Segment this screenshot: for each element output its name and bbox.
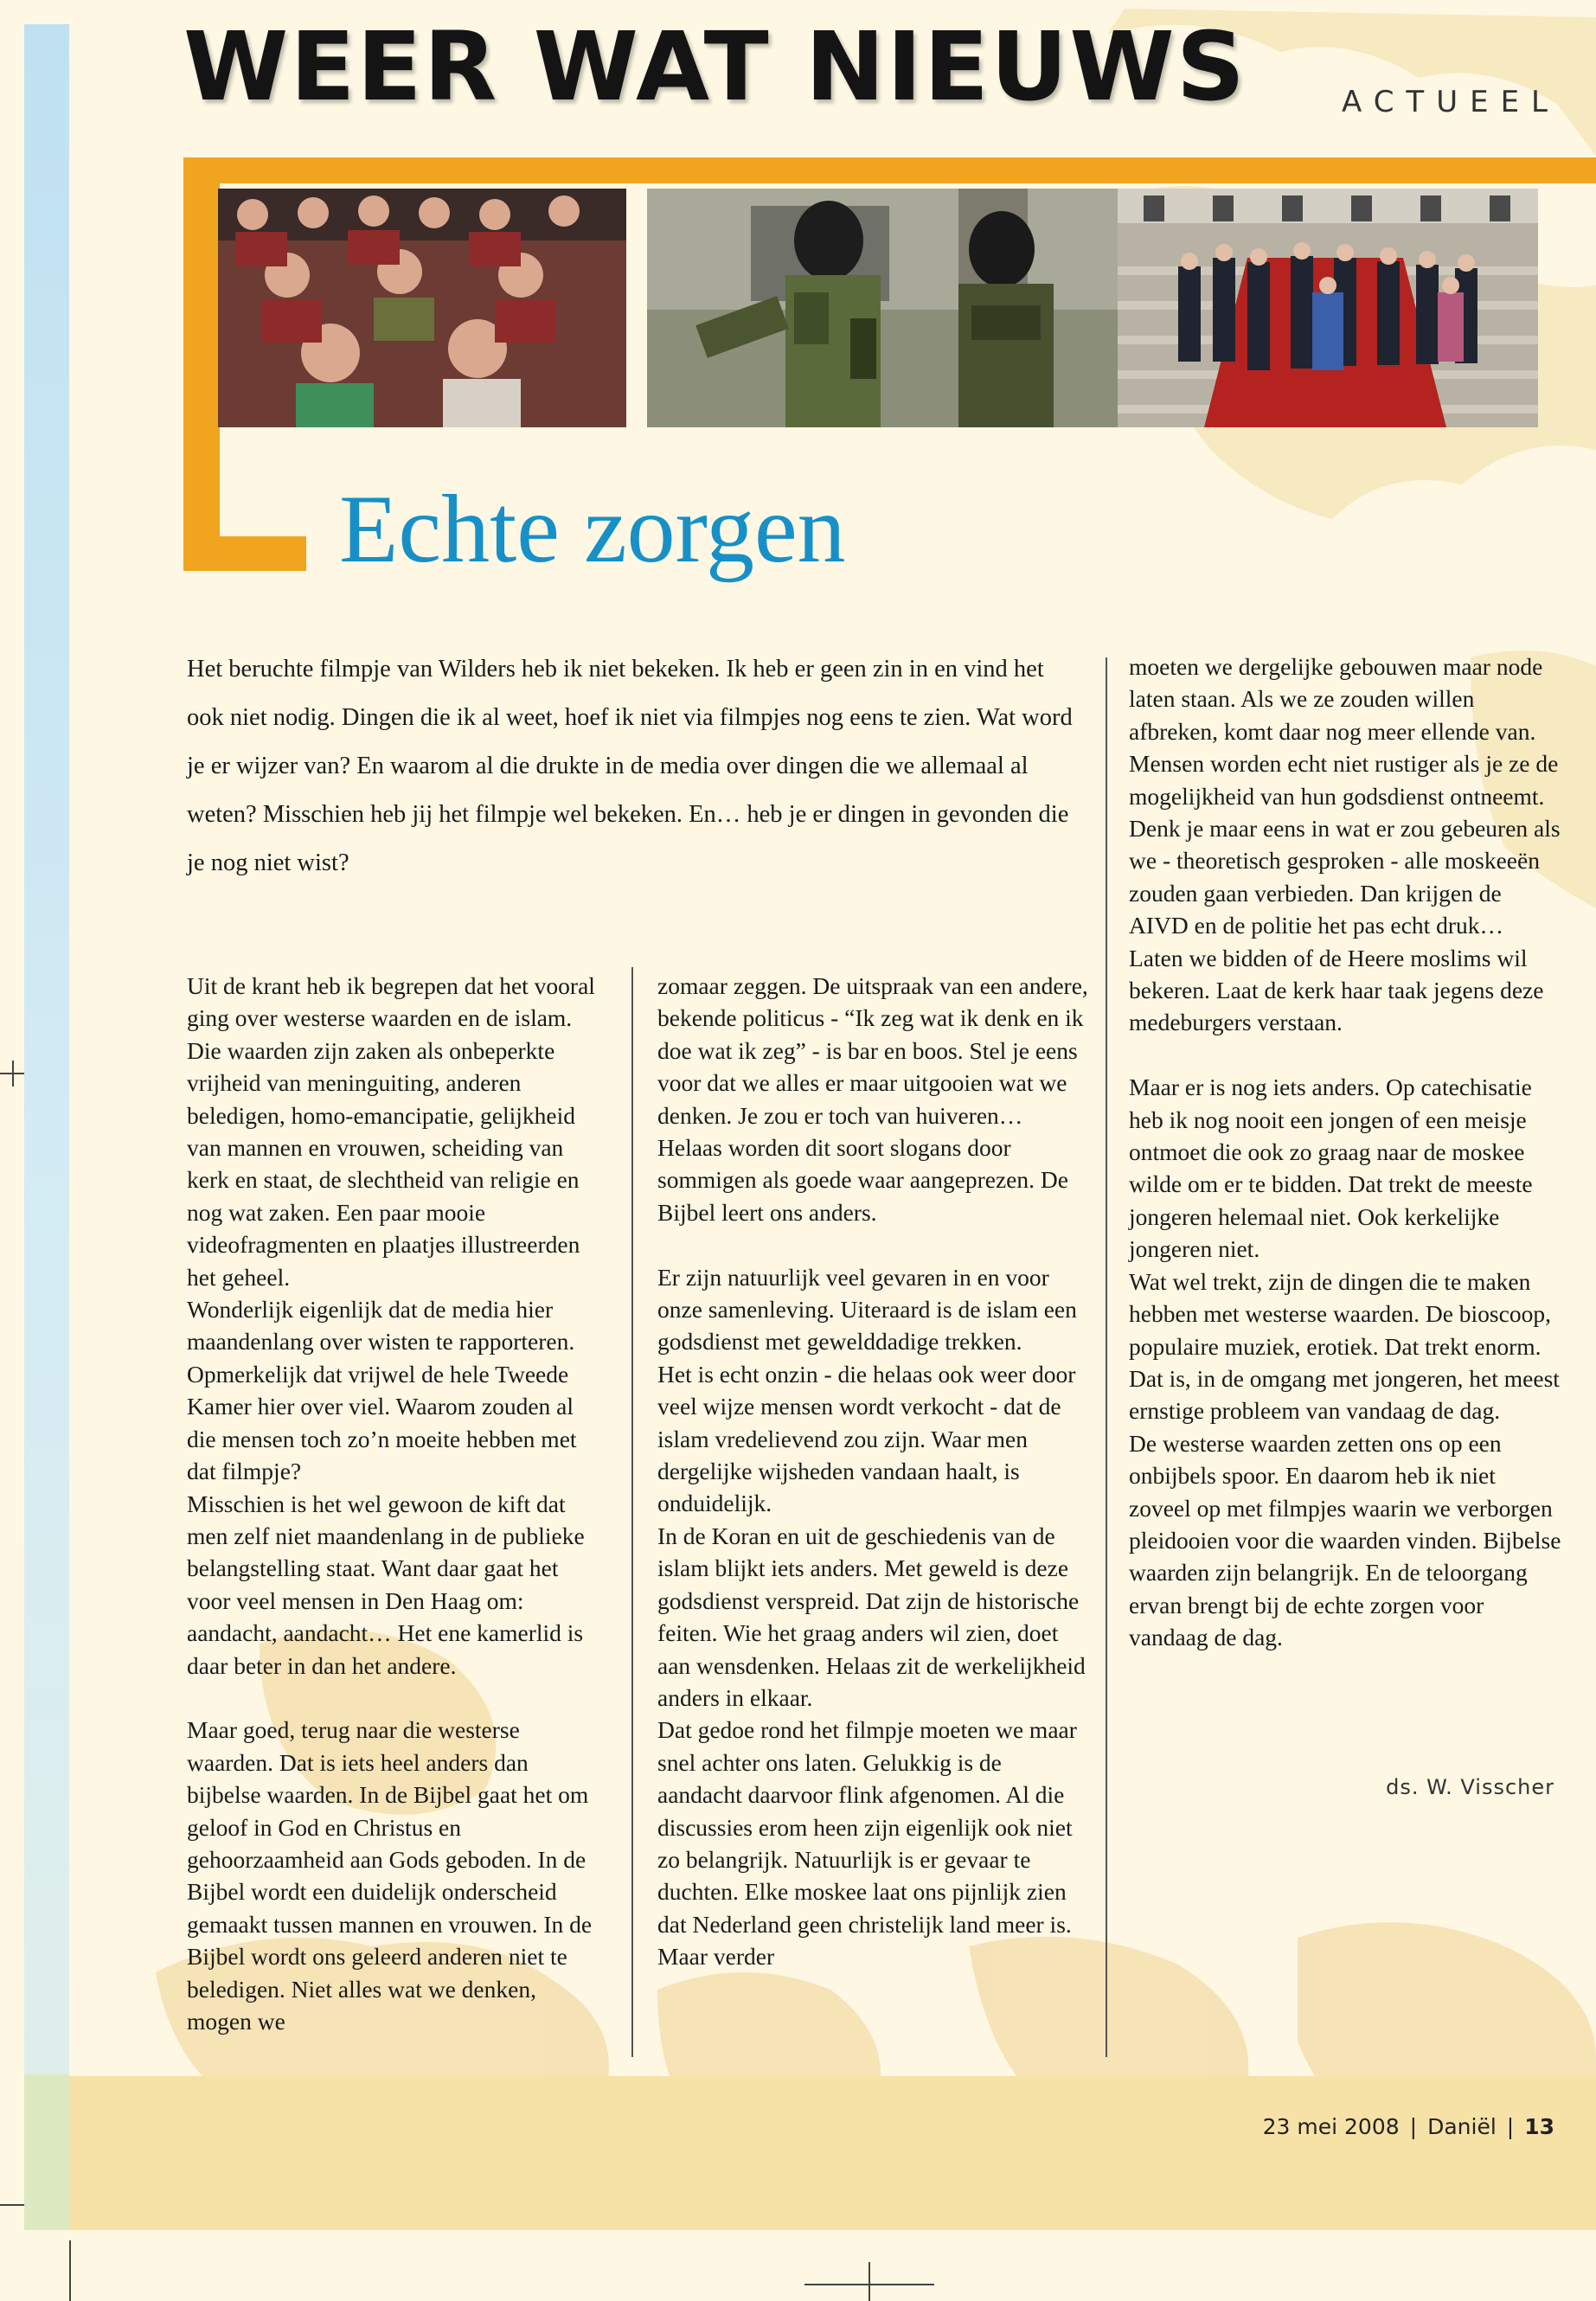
- article-headline: Echte zorgen: [339, 476, 846, 583]
- orange-frame-top: [183, 157, 1596, 183]
- page-footer: [1263, 2114, 1554, 2139]
- column-2-paragraph: Er zijn natuurlijk veel gevaren in en voor onze samenleving. Uiteraard is de islam een godsdienst met gewelddadige trekken.: [657, 1263, 1077, 1356]
- column-3-paragraph: Maar er is nog iets anders. Op catechisatie heb ik nog nooit een jongen of een meisje ontmoet die ook zo graag naar de moskee wilde om er te bidden. Dat trekt de meeste jongeren helemaal niet. Ook kerkelijke jongeren niet.: [1129, 1074, 1533, 1263]
- footer-page-number: 13: [1524, 2114, 1554, 2139]
- orange-frame-foot: [183, 536, 306, 571]
- bottom-map-band: [69, 2076, 1596, 2230]
- crop-mark-left-bottom: [0, 2204, 24, 2206]
- column-2-paragraph: Dat gedoe rond het filmpje moeten we maar snel achter ons laten. Gelukkig is de aandacht daarvoor flink afgenomen. Al die discussies erom heen zijn eigenlijk ook niet zo belangrijk. Natuurlijk is er gevaar te duchten. Elke moskee laat ons pijnlijk zien dat Nederland geen christelijk land meer is. Maar verder: [657, 1716, 1077, 1971]
- column-2-paragraph: In de Koran en uit de geschiedenis van de islam blijkt iets anders. Met geweld is deze godsdienst verspreid. Dat zijn de historische feiten. Wie het graag anders wil zien, doet aan wensdenken. Helaas zit de werkelijkheid anders in elkaar.: [657, 1522, 1086, 1711]
- column-2-paragraph: zomaar zeggen. De uitspraak van een andere, bekende politicus - “Ik zeg wat ik denk en ik doe wat ik zeg” - is bar en boos. Stel je eens voor dat we alles er maar uitgooien wat we denken. Je zou er toch van huiveren… Helaas worden dit soort slogans door sommigen als goede waar aangeprezen. De Bijbel leert ons anders.: [657, 972, 1088, 1226]
- column-1-paragraph: Uit de krant heb ik begrepen dat het vooral ging over westerse waarden en de islam. Die waarden zijn zaken als onbeperkte vrijheid van meninguiting, anderen beledigen, homo-emancipatie, gelijkheid van mannen en vrouwen, scheiding van kerk en staat, de slechtheid van religie en nog wat zaken. Een paar mooie videofragmenten en plaatjes illustreerden het geheel.: [187, 972, 595, 1291]
- column-3-paragraph: De westerse waarden zetten ons op een onbijbels spoor. En daarom heb ik niet zoveel op met filmpjes waarin we verborgen pleidooien voor die waarden vinden. Bijbelse waarden zijn belangrijk. En de teloorgang ervan brengt bij de echte zorgen voor vandaag de dag.: [1129, 1429, 1561, 1651]
- green-side-strip: [24, 2074, 69, 2230]
- column-2-paragraph: Het is echt onzin - die helaas ook weer door veel wijze mensen wordt verkocht - dat de islam vredelievend zou zijn. Waar men dergelijke wijsheden vandaan haalt, is onduidelijk.: [657, 1360, 1076, 1517]
- section-label: ACTUEEL: [1342, 85, 1560, 119]
- column-rule-1: [631, 967, 633, 2057]
- photo-cabinet: [1118, 189, 1538, 427]
- article-column-3: [1129, 651, 1561, 1654]
- footer-separator: |: [1409, 2114, 1418, 2139]
- photo-students: [218, 189, 626, 427]
- article-intro: Het beruchte filmpje van Wilders heb ik niet bekeken. Ik heb er geen zin in en vind het ook niet nodig. Dingen die ik al weet, hoef ik niet via filmpjes nog eens te zien. Wat word je er wijzer van? En waarom al die drukte in de media over dingen die we allemaal al weten? Misschien heb jij het filmpje wel bekeken. En… heb je er dingen in gevonden die je nog niet wist?: [187, 656, 1073, 876]
- crop-mark-bottom-tick: [869, 2262, 870, 2301]
- orange-frame-left: [183, 157, 220, 571]
- column-3-paragraph: Wat wel trekt, zijn de dingen die te maken hebben met westerse waarden. De bioscoop, populaire muziek, erotiek. Dat trekt enorm. Dat is, in de omgang met jongeren, het meest ernstige probleem van vandaag de dag.: [1129, 1267, 1560, 1425]
- crop-mark-left-tick: [12, 1061, 14, 1086]
- column-1-paragraph: Wonderlijk eigenlijk dat de media hier maandenlang over wisten te rapporteren. Opmerkelijk dat vrijwel de hele Tweede Kamer hier over viel. Waarom zouden al die mensen toch zo’n moeite hebben met dat filmpje?: [187, 1296, 577, 1485]
- column-1-paragraph: Maar goed, terug naar die westerse waarden. Dat is iets heel anders dan bijbelse waarden. In de Bijbel gaat het om geloof in God en Christus en gehoorzaamheid aan Gods geboden. In de Bijbel wordt een duidelijk onderscheid gemaakt tussen mannen en vrouwen. In de Bijbel wordt ons geleerd anderen niet te beledigen. Niet alles wat we denken, mogen we: [187, 1716, 593, 2035]
- footer-separator: |: [1506, 2114, 1515, 2139]
- blue-side-strip: [24, 24, 69, 2074]
- footer-date: 23 mei 2008: [1262, 2114, 1400, 2139]
- masthead-title: WEER WAT NIEUWS: [183, 11, 1247, 122]
- column-1-paragraph: Misschien is het wel gewoon de kift dat men zelf niet maandenlang in de publieke belangstelling staat. Want daar gaat het voor veel mensen in Den Haag om: aandacht, aandacht… Het ene kamerlid is daar beter in dan het andere.: [187, 1490, 585, 1679]
- article-author: ds. W. Visscher: [1386, 1775, 1554, 1799]
- column-3-paragraph: moeten we dergelijke gebouwen maar node laten staan. Als we ze zouden willen afbreken, komt daar nog meer ellende van. Mensen worden echt niet rustiger als je ze de mogelijkheid van hun godsdienst ontneemt. Denk je maar eens in wat er zou gebeuren als we - theoretisch gesproken - alle moskeeën zouden gaan verbieden. Dan krijgen de AIVD en de politie het pas echt druk… Laten we bidden of de Heere moslims wil bekeren. Laat de kerk haar taak jegens deze medeburgers verstaan.: [1129, 653, 1561, 1036]
- article-column-2: [657, 970, 1090, 1973]
- column-rule-2: [1106, 657, 1107, 2057]
- crop-mark-left-bottom-v: [69, 2240, 71, 2301]
- footer-magazine: Daniël: [1427, 2114, 1497, 2139]
- article-column-1: [187, 970, 598, 2037]
